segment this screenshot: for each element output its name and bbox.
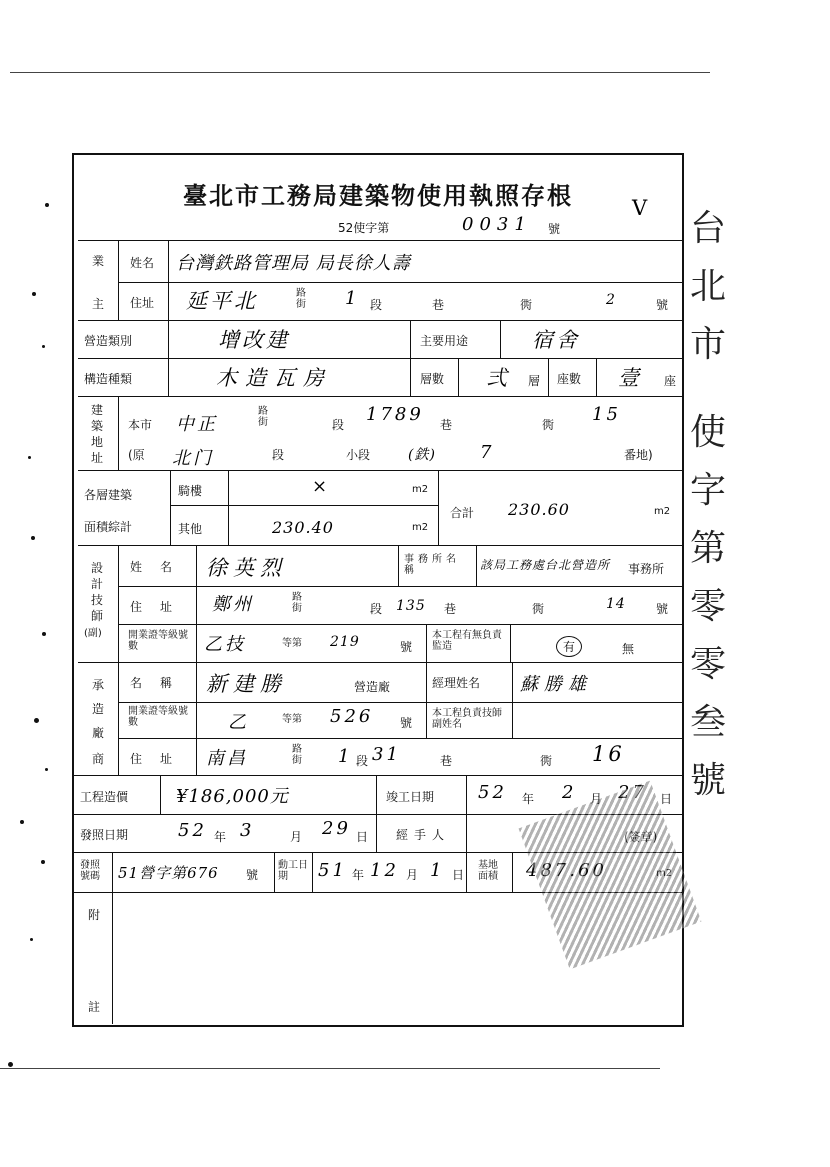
contractor-section-value: 1 [338, 746, 353, 767]
construction-type-value: 增改建 [218, 328, 290, 352]
contractor-group-label-2: 造 [92, 702, 105, 716]
site-group-label-3: 地 [90, 435, 103, 449]
architect-no-value: 14 [606, 596, 626, 612]
contractor-group-label-4: 商 [92, 752, 105, 766]
structure-value: 木造瓦房 [216, 366, 332, 390]
contractor-license-suffix: 號 [400, 716, 413, 730]
rule [118, 240, 119, 320]
architect-group-label-2: 計 [90, 577, 103, 591]
architect-license-no: 219 [330, 634, 360, 650]
supervise-label: 本工程有無負責監造 [432, 630, 502, 652]
other-label: 其他 [178, 522, 203, 536]
rule [118, 586, 682, 587]
rule [510, 624, 511, 662]
site-lot-label: 番地) [624, 448, 653, 462]
office-label: 事務所名稱 [404, 554, 460, 576]
scan-speck [30, 938, 33, 941]
contractor-name-label: 名稱 [130, 676, 191, 690]
contractor-license-label: 開業證等級號數 [128, 706, 188, 728]
rule [466, 814, 467, 852]
start-month: 12 [370, 860, 399, 881]
other-value: 230.40 [272, 518, 334, 537]
buildings-value: 壹 [618, 366, 642, 390]
architect-license-mid: 等第 [282, 638, 302, 649]
architect-group-label-3: 技 [90, 593, 103, 607]
contractor-no-value: 16 [592, 742, 625, 766]
arcade-unit: m2 [412, 484, 429, 495]
site-small-section-value: (鉄) [408, 447, 436, 463]
site-district-value: 中正 [176, 414, 218, 435]
rule [548, 358, 549, 396]
rule [118, 396, 119, 470]
architect-street-label: 衖 [532, 602, 545, 616]
rule [466, 852, 467, 892]
architect-name-label: 姓名 [130, 560, 191, 574]
side-char: 叁 [690, 702, 727, 743]
side-char: 使 [690, 412, 727, 453]
owner-address-label: 住址 [130, 296, 155, 310]
rule [426, 662, 427, 738]
start-month-label: 月 [406, 868, 419, 882]
seal-label: (簽章) [624, 830, 658, 844]
site-orig-section-value: 北门 [172, 448, 214, 469]
rule [78, 470, 682, 471]
side-char: 台 [690, 208, 727, 249]
buildings-unit: 座 [664, 374, 677, 388]
start-year-label: 年 [352, 868, 365, 882]
floors-label: 層數 [420, 372, 445, 386]
site-lot-value: 7 [480, 442, 495, 463]
rule [458, 358, 459, 396]
structure-label: 構造種類 [84, 372, 133, 386]
scan-speck [42, 345, 45, 348]
owner-street-label: 衖 [520, 298, 533, 312]
side-char: 第 [690, 528, 727, 569]
site-no-value: 15 [592, 404, 621, 425]
completion-month: 2 [562, 782, 577, 803]
rule [168, 320, 169, 396]
contractor-address-label: 住址 [130, 752, 191, 766]
architect-group-label-1: 設 [90, 561, 103, 575]
main-use-value: 宿舍 [532, 328, 580, 352]
site-group-label-2: 築 [90, 419, 103, 433]
owner-no-value: 2 [606, 292, 616, 308]
architect-license-label: 開業證等級號數 [128, 630, 188, 652]
owner-name-value: 台灣鉄路管理局 局長徐人壽 [176, 253, 411, 274]
rule [438, 470, 439, 545]
site-road-label: 路街 [258, 406, 268, 428]
arcade-label: 騎樓 [178, 484, 203, 498]
rule [112, 852, 113, 892]
scan-speck [45, 768, 48, 771]
rule [118, 282, 682, 283]
scan-speck [32, 292, 36, 296]
owner-group-label-2: 主 [92, 297, 105, 311]
scan-edge-line [10, 72, 710, 73]
completion-year: 52 [478, 782, 507, 803]
issue-label: 發照日期 [80, 828, 129, 842]
buildings-label: 座數 [557, 372, 582, 386]
start-day: 1 [430, 860, 445, 881]
rule [228, 470, 229, 545]
architect-no-label: 號 [656, 602, 669, 616]
completion-label: 竣工日期 [386, 790, 435, 804]
issue-day-label: 日 [356, 830, 369, 844]
rule [78, 545, 682, 546]
issue-day: 29 [322, 818, 351, 839]
rule [426, 624, 427, 662]
rule [118, 702, 682, 703]
remarks-label-1: 附 [88, 908, 101, 922]
completion-month-label: 月 [590, 792, 603, 806]
permit-label: 發照號碼 [80, 860, 100, 882]
contractor-group-label-3: 廠 [92, 726, 105, 740]
cost-value: ¥186,000元 [176, 786, 289, 807]
office-suffix: 事務所 [628, 562, 665, 576]
area-group-label-2: 面積綜計 [84, 520, 133, 534]
handler-label: 經手人 [396, 828, 451, 842]
rule [398, 545, 399, 586]
site-city-label: 本市 [128, 418, 153, 432]
scan-speck [42, 632, 46, 636]
owner-address-road: 延平北 [186, 289, 258, 313]
supervise-no: 無 [622, 642, 635, 656]
other-unit: m2 [412, 522, 429, 533]
scan-speck [34, 718, 39, 723]
rule [312, 852, 313, 892]
owner-section-value: 1 [345, 288, 360, 309]
site-small-section-label: 小段 [346, 448, 371, 462]
tech-label: 本工程負責技師副姓名 [432, 708, 502, 730]
start-label: 動工日期 [278, 860, 308, 882]
rule [118, 545, 119, 775]
owner-group-label-1: 業 [92, 254, 105, 268]
scan-speck [31, 536, 35, 540]
start-day-label: 日 [452, 868, 465, 882]
contractor-lane-label: 巷 [440, 754, 453, 768]
check-mark: V [632, 196, 651, 220]
rule [196, 545, 197, 775]
cost-label: 工程造價 [80, 790, 129, 804]
issue-year-label: 年 [214, 830, 227, 844]
rule [410, 320, 411, 396]
rule [118, 624, 682, 625]
architect-lane-value: 135 [396, 598, 426, 614]
completion-day: 27 [618, 782, 647, 803]
side-char: 號 [690, 760, 727, 801]
contractor-license-grade: 乙 [228, 712, 249, 733]
rule [170, 505, 438, 506]
side-char: 市 [690, 324, 727, 365]
side-char: 字 [690, 470, 727, 511]
scan-speck [28, 456, 31, 459]
main-use-label: 主要用途 [420, 334, 469, 348]
permit-value: 51營字第676 [118, 864, 219, 882]
architect-address-label: 住址 [130, 600, 191, 614]
rule [500, 320, 501, 358]
architect-road-label: 路街 [292, 592, 302, 614]
rule [168, 240, 169, 320]
total-value: 230.60 [508, 500, 570, 519]
site-group-label-1: 建 [90, 403, 103, 417]
rule [78, 396, 682, 397]
issue-year: 52 [178, 820, 207, 841]
rule [466, 775, 467, 814]
contractor-firm-suffix: 營造廠 [354, 680, 391, 694]
owner-lane-label: 巷 [432, 298, 445, 312]
contractor-street-label: 衖 [540, 754, 553, 768]
arcade-value: × [312, 476, 331, 497]
site-orig-section-label: 段 [272, 448, 285, 462]
permit-number-prefix: 52使字第 [338, 221, 390, 235]
owner-no-label: 號 [656, 298, 669, 312]
manager-label: 經理姓名 [432, 676, 481, 690]
rule [118, 738, 682, 739]
contractor-group-label-1: 承 [92, 678, 105, 692]
permit-suffix: 號 [246, 868, 259, 882]
side-char: 零 [690, 644, 727, 685]
floors-value: 弍 [486, 366, 510, 390]
contractor-address-road: 南昌 [206, 748, 248, 769]
remarks-label-2: 註 [88, 1000, 101, 1014]
contractor-lane-value: 31 [372, 744, 401, 765]
completion-day-label: 日 [660, 792, 673, 806]
rule [596, 358, 597, 396]
architect-license-grade: 乙技 [204, 634, 246, 655]
construction-type-label: 營造類別 [84, 334, 133, 348]
rule [376, 814, 377, 852]
scan-edge-line [0, 1068, 660, 1069]
architect-lane-label: 巷 [444, 602, 457, 616]
site-lane-label: 巷 [440, 418, 453, 432]
supervise-yes: 有 [556, 636, 582, 657]
side-char: 北 [690, 266, 727, 307]
permit-number: 0031 [462, 214, 532, 235]
side-text-column [690, 200, 730, 810]
architect-section-label: 段 [370, 602, 383, 616]
total-label: 合計 [450, 506, 475, 520]
side-char: 零 [690, 586, 727, 627]
scan-speck [45, 203, 49, 207]
rule [72, 775, 684, 776]
rule [274, 852, 275, 892]
base-unit: m2 [656, 868, 673, 879]
site-street-label: 衖 [542, 418, 555, 432]
scan-speck [8, 1062, 13, 1067]
site-group-label-4: 址 [90, 451, 103, 465]
rule [160, 775, 161, 814]
completion-year-label: 年 [522, 792, 535, 806]
contractor-section-label: 段 [356, 754, 369, 768]
permit-number-suffix: 號 [548, 222, 561, 236]
architect-group-label-5: (副) [84, 628, 102, 639]
rule [112, 892, 113, 1024]
owner-section-label: 段 [370, 298, 383, 312]
site-orig-label: (原 [128, 448, 145, 462]
architect-group-label-4: 師 [90, 609, 103, 623]
base-label: 基地面積 [478, 860, 498, 882]
start-year: 51 [318, 860, 347, 881]
manager-value: 蘇勝雄 [520, 674, 592, 695]
contractor-name-value: 新建勝 [206, 672, 287, 696]
contractor-license-no: 526 [330, 706, 374, 727]
architect-license-suffix: 號 [400, 640, 413, 654]
site-lane-value: 1789 [366, 404, 424, 425]
scan-speck [20, 820, 24, 824]
rule [78, 662, 682, 663]
contractor-license-mid: 等第 [282, 714, 302, 725]
base-value: 487.60 [526, 860, 607, 881]
owner-name-label: 姓名 [130, 256, 155, 270]
office-value: 該局工務處台北營造所 [480, 558, 611, 572]
architect-address-road: 鄭州 [212, 594, 254, 615]
owner-road-label: 路街 [296, 288, 306, 310]
form-title: 臺北市工務局建築物使用執照存根 [183, 181, 573, 210]
rule [170, 470, 171, 545]
scan-speck [41, 860, 45, 864]
contractor-road-label: 路街 [292, 744, 302, 766]
rule [476, 545, 477, 586]
issue-month-label: 月 [290, 830, 303, 844]
rule [512, 662, 513, 738]
site-section-label: 段 [332, 418, 345, 432]
rule [512, 852, 513, 892]
issue-month: 3 [240, 820, 255, 841]
total-unit: m2 [654, 506, 671, 517]
architect-name-value: 徐英烈 [206, 556, 287, 580]
rule [376, 775, 377, 814]
area-group-label-1: 各層建築 [84, 488, 133, 502]
floors-unit: 層 [528, 374, 541, 388]
